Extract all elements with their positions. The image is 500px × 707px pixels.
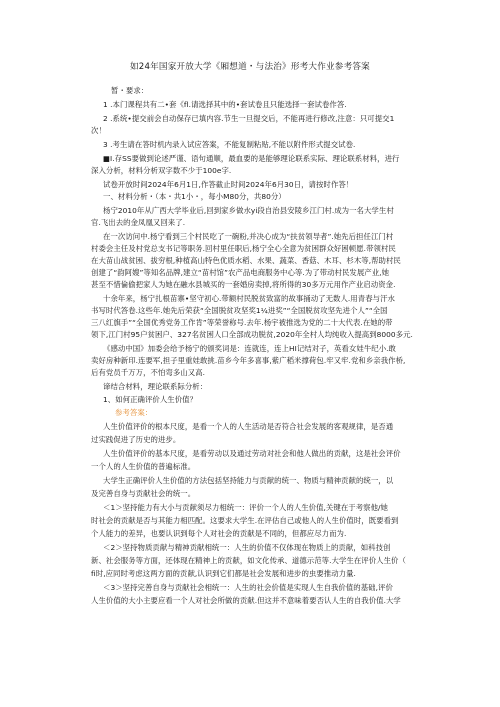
text-line: 暂・要求： bbox=[111, 86, 149, 95]
text-line: 深入分析，材料分析双字数不少于100e字. bbox=[91, 166, 232, 175]
text-line: 2 .系统•提交前会自动保存已填内容.节生一旦提交后，不能再进行修改,注意：只可提交1 bbox=[103, 114, 395, 123]
text-line: 时社会的贡献是否与其能力相匹配。这要求大学生.在评估自己或他人的人生价值时，既要看到 bbox=[91, 516, 399, 525]
text-line: 新、社会服务等方面，还体现在精神上的贡献，如文化传承、道德示范等.大学生在评价人生价（ bbox=[91, 556, 406, 565]
text-line: ＜3＞坚持完善自身与贡献社会相统一：人生的社会价值是实现人生自我价值的基础,评价 bbox=[103, 583, 393, 592]
text-line: 过实践促进了历史的进步。 bbox=[91, 435, 181, 444]
text-line: 在一次访问中.杨宁看到三个村民吃了一碗粉,并决心成为“扶贫领导者”.她先后担任江门村 bbox=[103, 232, 394, 241]
text-line: 村委会主任及村党总支书记等职务.回村里任职后,杨宁全心全意为贫困群众好困顿愿.带领村民 bbox=[91, 244, 396, 253]
text-line: 次！ bbox=[91, 126, 106, 135]
text-line: 甚至不惜倫偷把家人为她在融水县城买的一套婚房卖掉,将所得的30多万元用作产业启动资金. bbox=[91, 280, 396, 289]
text-line: 试卷开放时间2024年6月1日,作答截止时间2024年6月30日，请按时作答！ bbox=[103, 180, 354, 189]
text-line: 官.飞出去的金凤凰又回来了. bbox=[91, 218, 186, 227]
text-line: 人生价值的大小主要应看一个人对社会所做的贡献.但这并不意味着要否认人生的自我价值.大学 bbox=[91, 596, 401, 605]
text-line: 卖好房种新印.连要军,担子里重娃敢挑.苗乡今年多喜事,紫广稻米撑荷包.牢又牢.党和乡亲我作桥, bbox=[91, 356, 406, 365]
text-line: 书写时代答卷.这些年.她先后荣获“全国脱贫攻坚奖1¼进奖”“全国脱贫攻坚先进个人”“全国 bbox=[91, 306, 388, 315]
text-line: 1、如何正确评价人生价值？ bbox=[103, 395, 198, 404]
text-line: ■I.存SS要做到论述严谨、语句通顺，最血要的是能够理论联系实际、理论联系材料，进行 bbox=[103, 154, 400, 163]
text-line: ＜2＞坚持物质贡献与精神贡献相统一：人生的价值不仅体现在物质上的贡献，如科技创 bbox=[103, 543, 391, 552]
text-line: 参考答案： bbox=[115, 408, 153, 417]
text-line: 大学生正确评价人生价值的方法包括坚持能力与贡献的统一、物质与精神贡献的统一，以 bbox=[103, 476, 394, 485]
text-line: 一个人的人生价值的普遍标准。 bbox=[91, 462, 196, 471]
text-line: 杨宁2010年从广西大学毕业后,回到家乡做水yi段自治县安陵乡江门村.成为一名大学生村 bbox=[103, 206, 394, 215]
text-line: 人生价值评价的基本尺度，是看劳动以及通过劳动对社会和他人做出的贡献，这是社会评价 bbox=[103, 449, 401, 458]
text-line: 一、材料分析・（本・共1小・，每小M80分，共80分） bbox=[103, 192, 286, 201]
document-title: 如24年国家开放大学《厢想道・与法治》形考大作业参考答案 bbox=[130, 62, 370, 72]
text-line: 后有党员千万万，不怕弯多山又高. bbox=[91, 368, 206, 377]
text-line: 在大苗山战贫困、拔穷根,种植高山特色优质水稻、水果、蔬菜、香菇、木耳、杉木等,帮助村民 bbox=[91, 256, 401, 265]
text-line: fi时,应同时考虑这两方面的贡献,认识到它们都是社会发展和进步的虫要推动力量. bbox=[91, 569, 356, 578]
text-line: 人生价值评价的根本尺度，是看一个人的人生活动是否符合社会发展的客观规律，是否通 bbox=[103, 422, 394, 431]
text-line: ＜1＞坚持能力有大小与贡献须尽力相统一：评价一个人的人生价值,关键在于考察他/她 bbox=[103, 503, 388, 512]
text-line: 领下,江门村95户贫困户、327名贫困人口全部成功脱贫,2020年全村人均纯收入提高到8000多元. bbox=[91, 330, 413, 339]
text-line: 1 .本门课程共有二•套《fl.请选择其中的•套试卷且只能选择一套试卷作答. bbox=[103, 100, 347, 109]
text-line: 十余年来，杨宁扎根苗寨•坚守初心.带额村民脱贫致富的故事捅动了无数人.用青春与汗水 bbox=[103, 294, 395, 303]
text-line: 创建了“韵阿嫂”等知名品牌,建立“苗村馆”农产品电商服务中心等.为了带动村民发展产业,她 bbox=[91, 268, 390, 277]
text-line: 及完善自身与贡献社会的统一。 bbox=[91, 489, 196, 498]
text-line: 个人能力的差异，也要认识到每个人对社会的贡献是不同的，但都应尽力而为. bbox=[91, 529, 347, 538]
text-line: 三八红旗手”“全国优秀党务工作肯”等荣誉称号.去年.杨宇被推选为党的二十大代表.在她的带 bbox=[91, 318, 393, 327]
text-line: 3 .考生请在答时机内录入试应答案，不能复制粘贴,不能以附件形式提交试卷. bbox=[103, 140, 356, 149]
text-line: 《感动中国》加委会给予杨宁的颁奖词是：连就连，连上HI记结对子，英看女娃牛纪小.敢 bbox=[103, 344, 396, 353]
text-line: 谛结合材料，理论联系际分析： bbox=[103, 382, 208, 391]
